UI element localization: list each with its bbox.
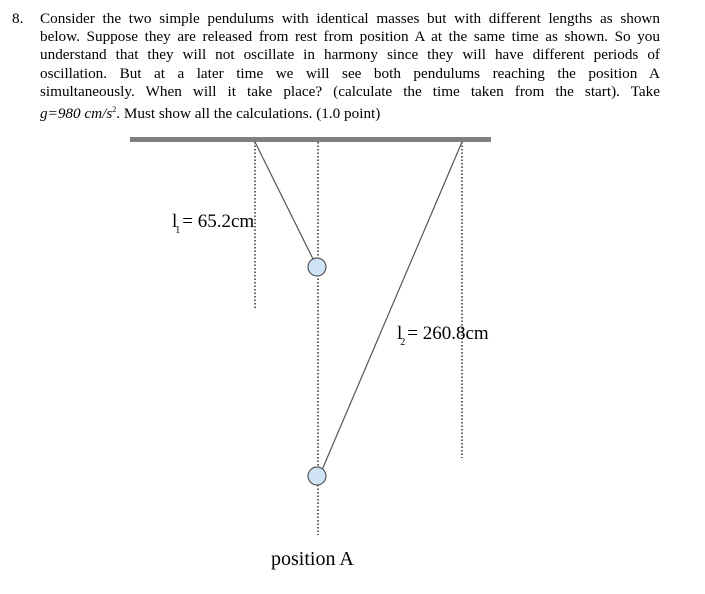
question-line-2: below. Suppose they are released from rest from position A at the same time as shown. So you (40, 28, 660, 46)
pendulum2-bob (308, 467, 326, 485)
ceiling-bar (130, 137, 491, 142)
length1-label: $l_1 = 65.2cm$ (172, 211, 255, 236)
pendulum1-bob (308, 258, 326, 276)
position-a-label: position A (271, 548, 354, 570)
question-line-3: understand that they will not oscillate in harmony since they will have different periods of (40, 46, 660, 64)
question-line-4: oscillation. But at a later time we will see both pendulums reaching the position A (40, 64, 660, 82)
question-line-5: simultaneously. When will it take place? (calculate the time taken from the start). Take (40, 82, 660, 100)
question-line-1: 8. Consider the two simple pendulums with identical masses but with different lengths as shown (12, 10, 660, 27)
gravity-expression: g=980 cm/s (40, 105, 113, 123)
pendulum2-string (322, 142, 462, 470)
gravity-exponent: 2 (112, 105, 117, 115)
question-line-6: g=980 $cm/s^2$. Must show all the calculations. (1.0 point) (40, 105, 381, 123)
pendulum1-string (255, 142, 315, 263)
question-number: 8. (12, 10, 24, 27)
length2-label: $l_2 = 260.8cm$ (397, 323, 489, 348)
